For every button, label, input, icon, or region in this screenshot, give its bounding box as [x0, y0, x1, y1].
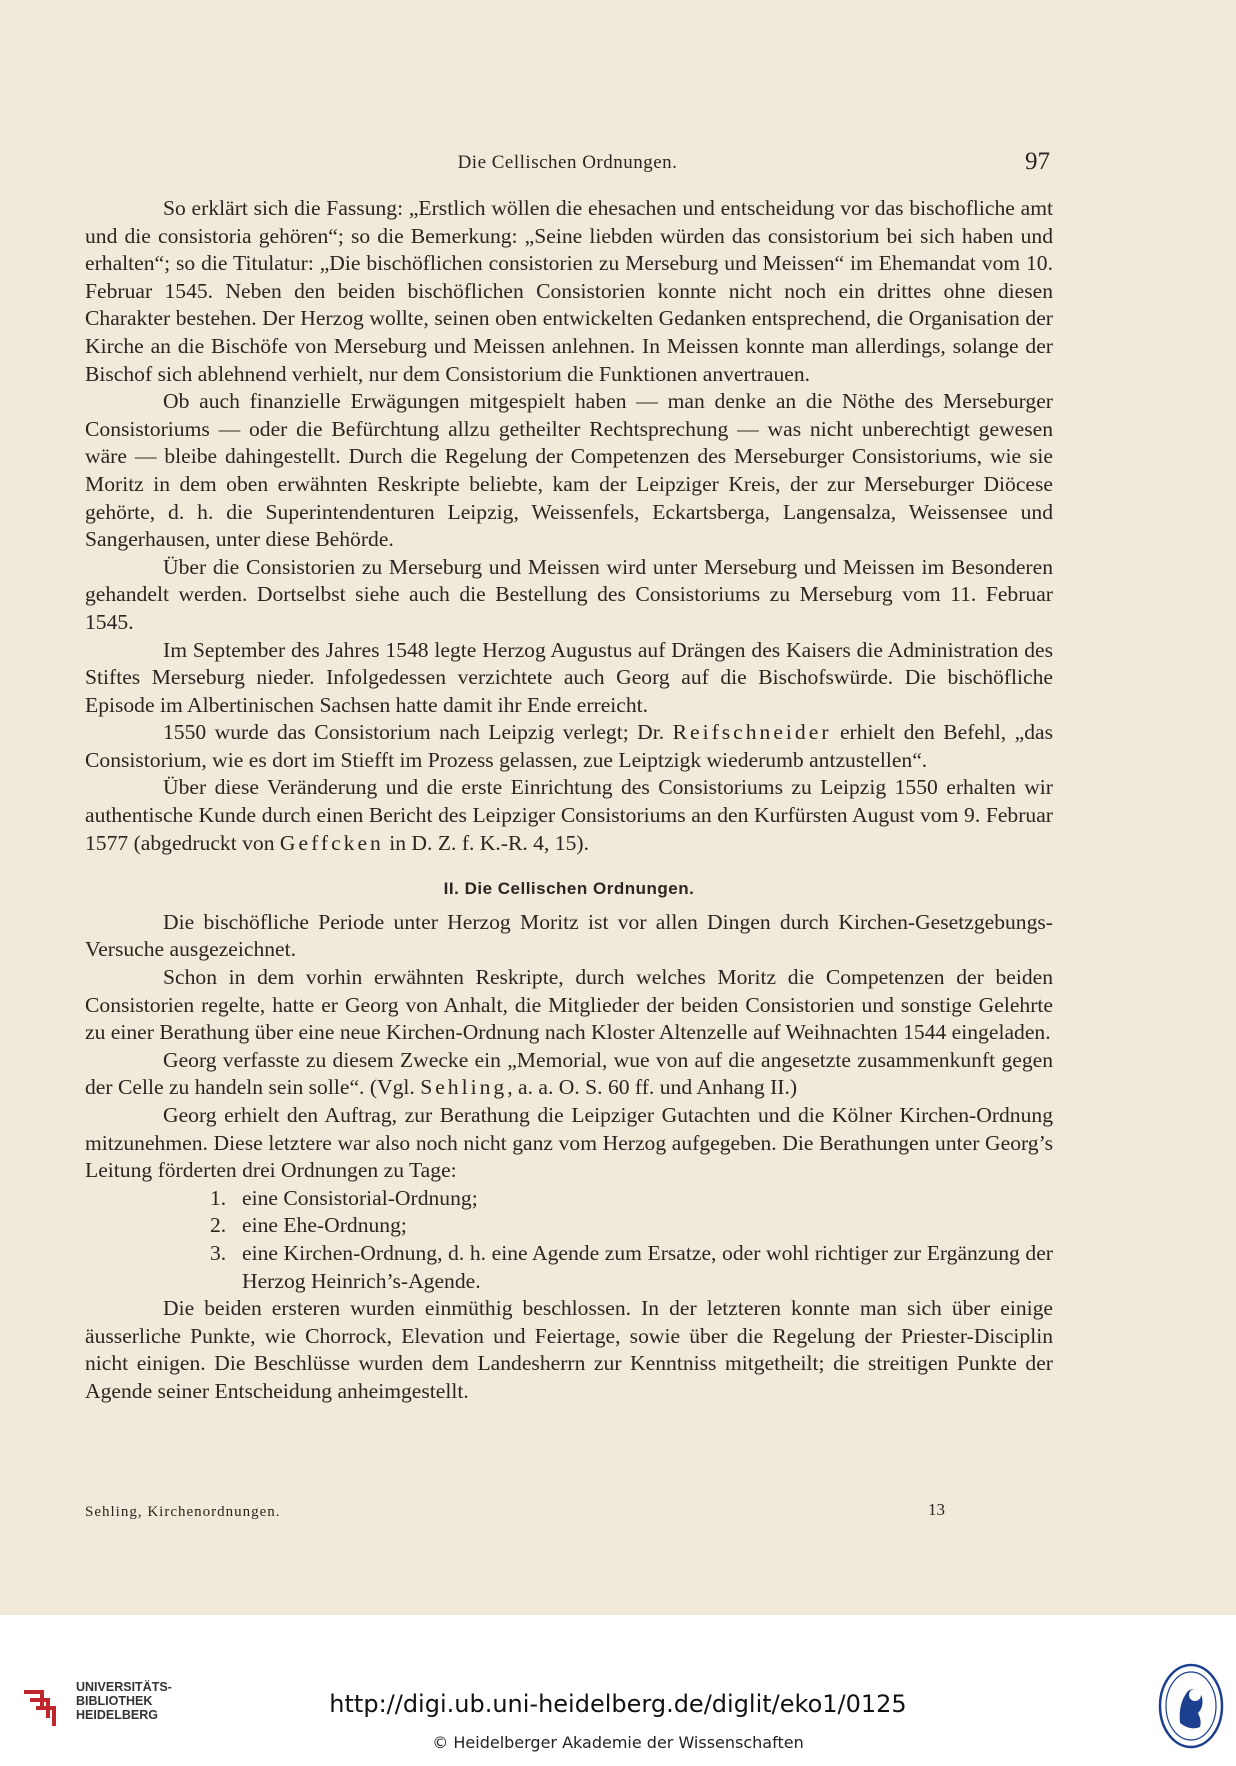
paragraph: Ob auch finanzielle Erwägungen mitgespielt haben — man denke an die Nöthe des Merseburger Consistoriums — oder die Befürchtung allzu getheilter Rechtsprechung — was nicht unberechtigt gewesen wäre — bleibe dahingestellt. Durch die Regelung der Competenzen des Merseburger Consistoriums, wie sie Moritz in dem oben erwähnten Reskripte beliebte, kam der Leipziger Kreis, der zur Merseburger Diöcese gehörte, d. h. die Superintendenturen Leipzig, Weissenfels, Eckartsberga, Langensalza, Weissensee und Sangerhausen, unter diese Behörde.	[85, 389, 1053, 552]
text-run: in D. Z. f. K.-R. 4, 15).	[383, 830, 589, 855]
author-name: Sehling	[420, 1075, 508, 1100]
academy-seal-icon	[1158, 1663, 1224, 1749]
paragraph	[85, 719, 1053, 774]
paragraph: Über die Consistorien zu Merseburg und Meissen wird unter Merseburg und Meissen im Besonderen gehandelt werden. Dortselbst siehe auch die Bestellung des Consistoriums zu Merseburg vom 11. Februar 1545.	[85, 554, 1053, 634]
list-item	[85, 1185, 1053, 1213]
section-heading: II. Die Cellischen Ordnungen.	[443, 879, 695, 899]
paragraph	[85, 774, 1053, 857]
paragraph: So erklärt sich die Fassung: „Erstlich wöllen die ehesachen und entscheidung vor das bischofliche amt und die consistoria gehören“; so die Bemerkung: „Seine liebden würden das consistorium bei sich haben und erhalten“; so die Titulatur: „Die bischöflichen consistorien zu Merseburg und Meissen“ im Ehemandat vom 10. Februar 1545. Neben den beiden bischöflichen Consistorien konnte nicht noch ein drittes ohne diesen Charakter bestehen. Der Herzog wollte, seinen oben entwickelten Gedanken entsprechend, die Organisation der Kirche an die Bischöfe von Merseburg und Meissen anlehnen. In Meissen konnte man allerdings, solange der Bischof sich ablehnend verhielt, nur dem Consistorium die Funktionen anvertrauen.	[85, 196, 1053, 386]
ordinance-list	[85, 1185, 1053, 1295]
paragraph: Schon in dem vorhin erwähnten Reskripte, durch welches Moritz die Competenzen der beiden Consistorien regelte, hatte er Georg von Anhalt, die Mitglieder der beiden Consistorien und sonstige Gelehrte zu einer Berathung über eine neue Kirchen-Ordnung nach Kloster Altenzelle auf Weihnachten 1544 eingeladen.	[85, 965, 1053, 1045]
paragraph: Die bischöfliche Periode unter Herzog Moritz ist vor allen Dingen durch Kirchen-Gesetzgebungs-Versuche ausgezeichnet.	[85, 909, 1053, 962]
logo-line: BIBLIOTHEK	[76, 1694, 153, 1708]
page-number: 97	[1025, 148, 1050, 175]
page-footer	[85, 1500, 945, 1524]
page-header	[85, 148, 1050, 184]
logo-line: UNIVERSITÄTS-	[76, 1680, 172, 1694]
list-number: 3.	[210, 1240, 227, 1265]
logo-line: HEIDELBERG	[76, 1708, 158, 1722]
list-number: 2.	[210, 1213, 227, 1238]
text-run: 1550 wurde das Consistorium nach Leipzig verlegt; Dr.	[163, 720, 673, 745]
paragraph: Die beiden ersteren wurden einmüthig beschlossen. In der letzteren konnte man sich über einige äusserliche Punkte, wie Chorrock, Elevation und Feiertage, sowie über die Regelung der Priester-Disciplin nicht einigen. Die Beschlüsse wurden dem Landesherrn zur Kenntniss mitgetheilt; die streitigen Punkte der Agende seiner Entscheidung anheimgestellt.	[85, 1296, 1053, 1403]
author-name: Reifschneider	[672, 720, 832, 745]
paragraph: Georg erhielt den Auftrag, zur Berathung die Leipziger Gutachten und die Kölner Kirchen-Ordnung mitzunehmen. Diese letztere war also noch nicht ganz vom Herzog aufgegeben. Die Berathungen unter Georg’s Leitung förderten drei Ordnungen zu Tage:	[85, 1103, 1053, 1183]
permalink-url[interactable]: http://digi.ub.uni-heidelberg.de/diglit/eko1/0125	[329, 1690, 907, 1718]
text-run: erhielt den Befehl, „das Consistorium, wie es dort im Stiefft im Prozess gelassen, zue Leiptzigk wiederumb antzustellen“.	[85, 720, 1053, 772]
list-number: 1.	[210, 1185, 227, 1210]
copyright-notice: © Heidelberger Akademie der Wissenschaften	[432, 1733, 804, 1752]
text-run: Georg verfasste zu diesem Zwecke ein „Memorial, wue von auf die angesetzte zusammenkunft gegen der Celle zu handeln sein solle“. (Vgl.	[85, 1047, 1053, 1100]
running-title: Die Cellischen Ordnungen.	[457, 152, 678, 173]
body-text	[85, 195, 1053, 1406]
paragraph	[85, 1047, 1053, 1102]
text-run: , a. a. O. S. 60 ff. und Anhang II.)	[507, 1075, 798, 1100]
sheet-number: 13	[928, 1500, 945, 1519]
list-text: eine Ehe-Ordnung;	[242, 1213, 407, 1238]
text-run: Über diese Veränderung und die erste Einrichtung des Consistoriums zu Leipzig 1550 erhalten wir authentische Kunde durch einen Bericht des Leipziger Consistoriums an den Kurfürsten August vom 9. Februar 1577 (abgedruckt von	[85, 775, 1053, 855]
list-item	[85, 1212, 1053, 1240]
list-text: eine Kirchen-Ordnung, d. h. eine Agende zum Ersatze, oder wohl richtiger zur Ergänzung der Herzog Heinrich’s-Agende.	[242, 1240, 1053, 1293]
list-item	[85, 1240, 1053, 1295]
paragraph: Im September des Jahres 1548 legte Herzog Augustus auf Drängen des Kaisers die Administration des Stiftes Merseburg nieder. Infolgedessen verzichtete auch Georg auf die Bischofswürde. Die bischöfliche Episode im Albertinischen Sachsen hatte damit ihr Ende erreicht.	[85, 637, 1053, 717]
list-text: eine Consistorial-Ordnung;	[242, 1185, 478, 1210]
printer-signature: Sehling, Kirchenordnungen.	[85, 1504, 281, 1520]
author-name: Geffcken	[279, 830, 384, 855]
